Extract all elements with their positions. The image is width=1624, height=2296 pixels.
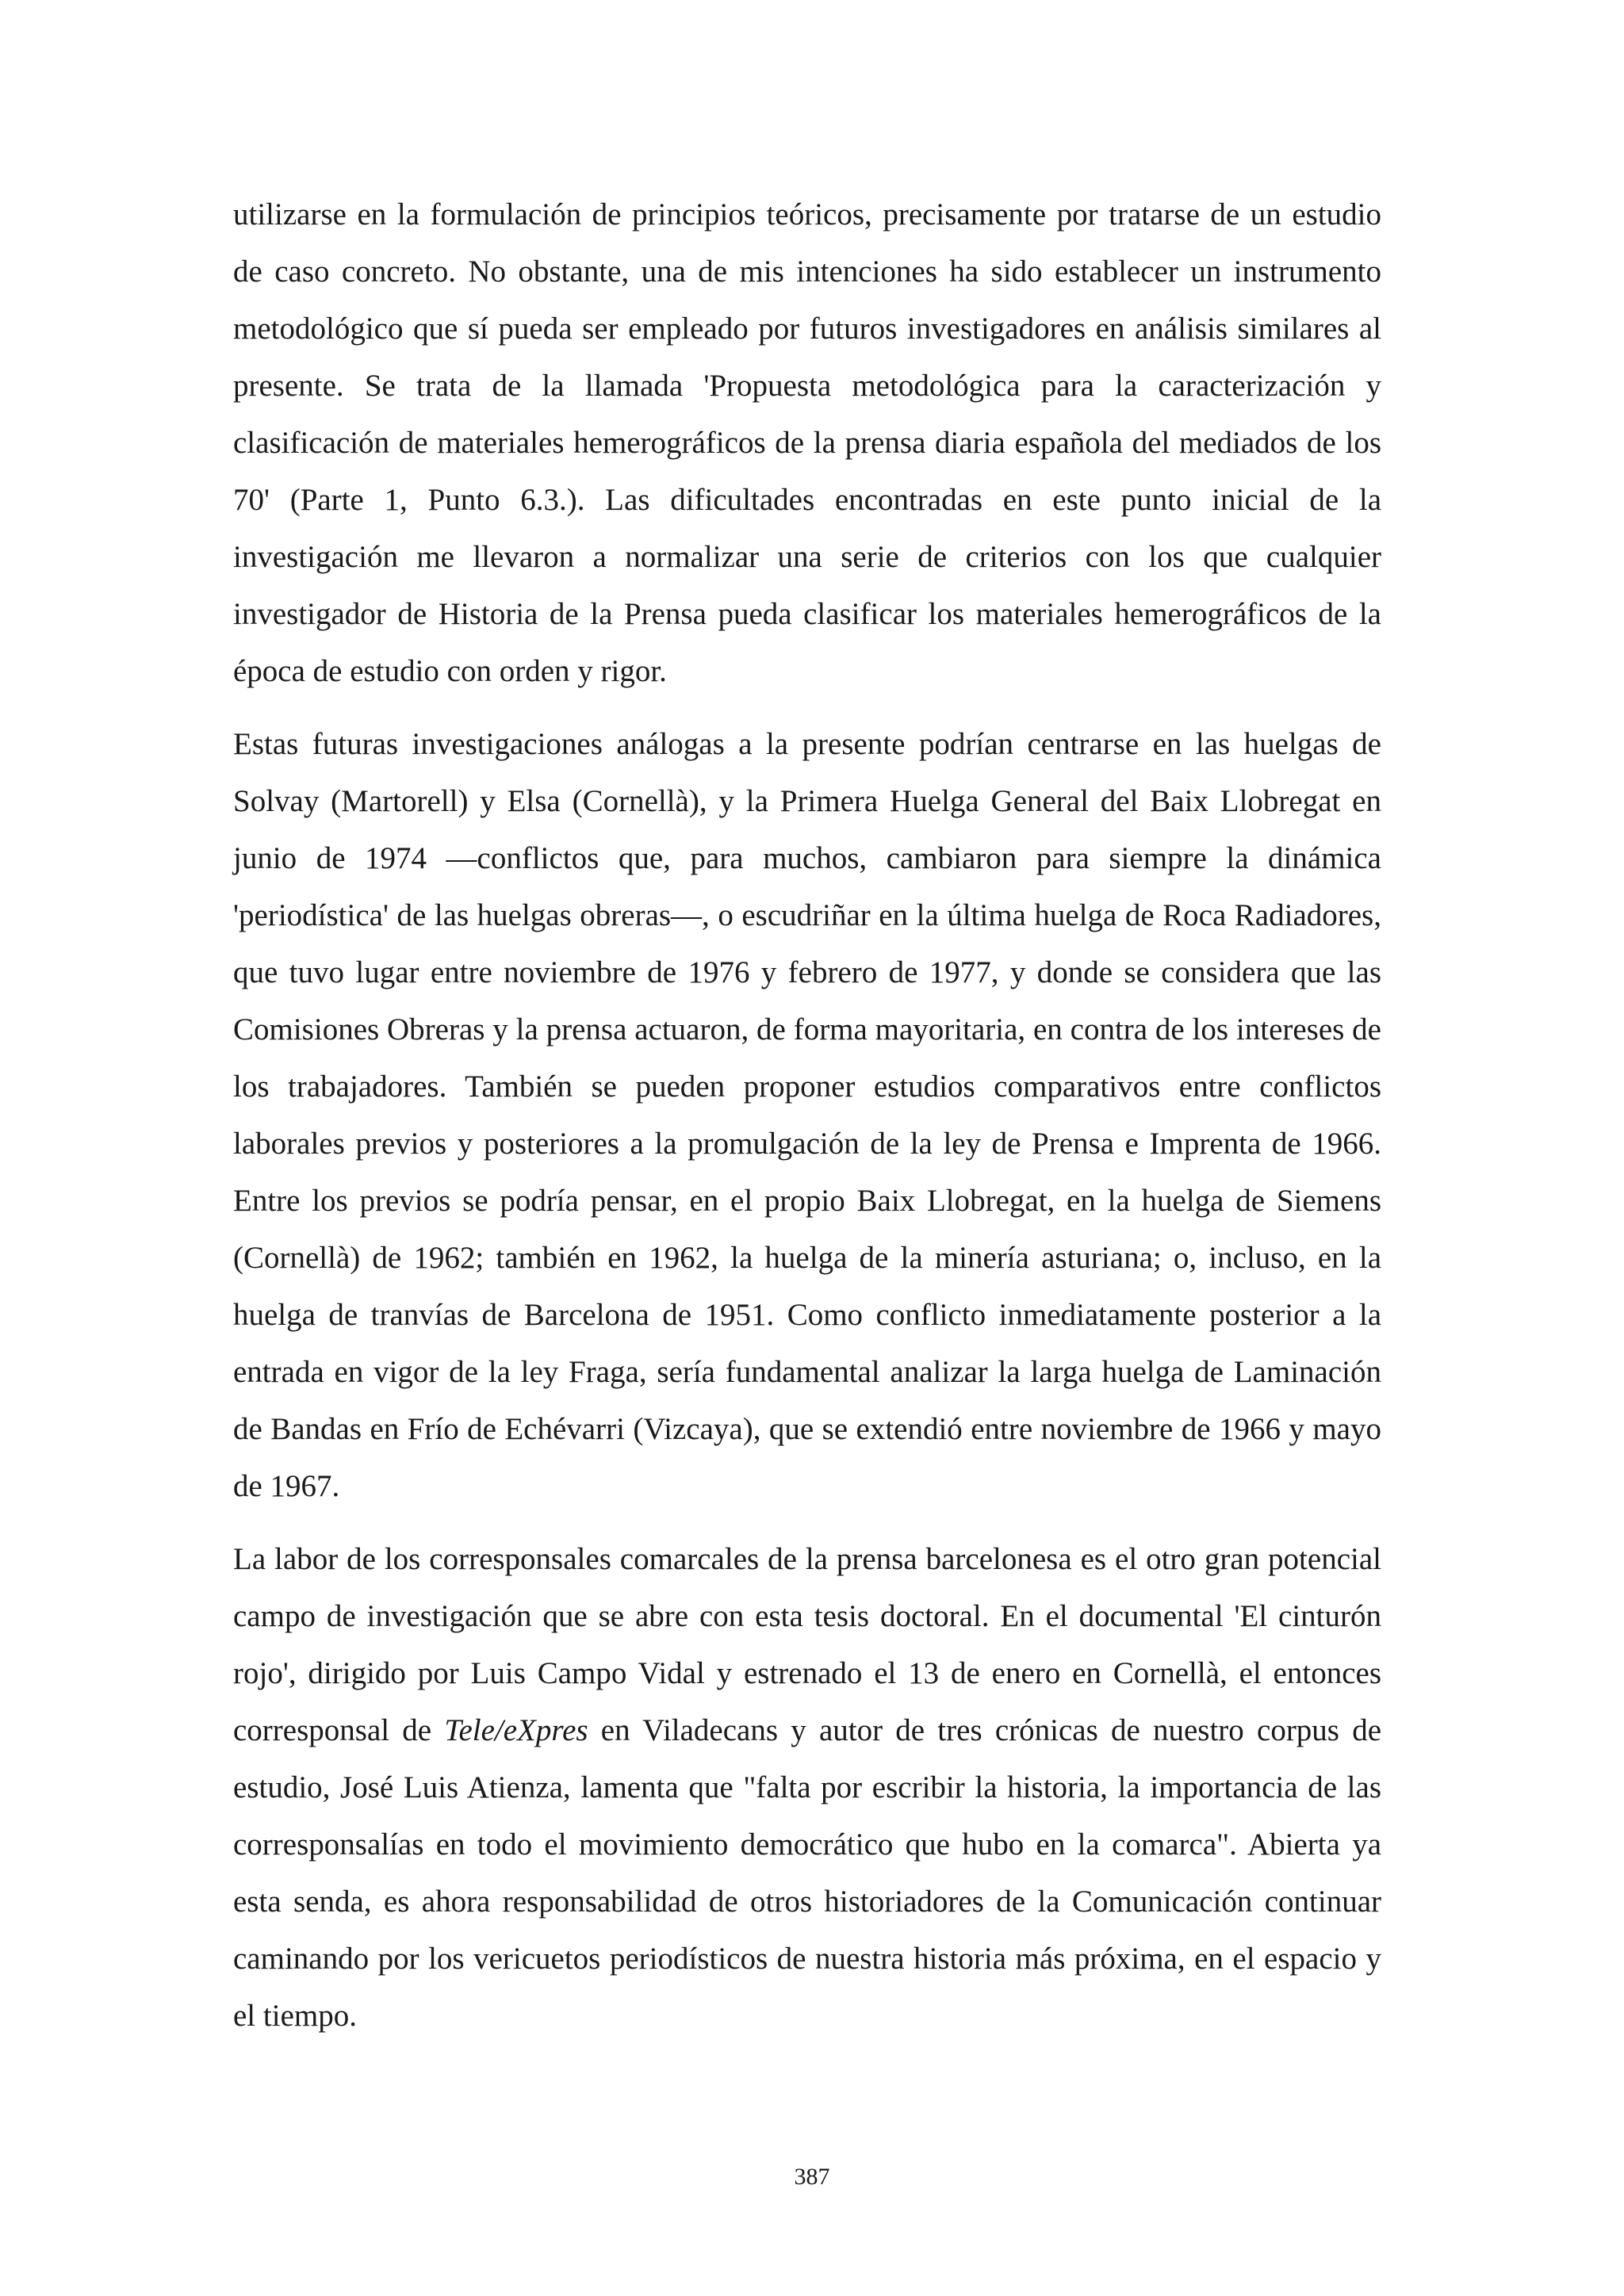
paragraph-methodology [233, 186, 1381, 700]
page-number: 387 [794, 2164, 830, 2190]
body-text [233, 186, 1381, 2061]
paragraph-text: utilizarse en la formulación de principios teóricos, precisamente por tratarse de un estudio de caso concreto. No obstante, una de mis intenciones ha sido establecer un instrumento metodológico que sí pueda ser empleado por futuros investigadores en análisis similares al presente. Se trata de la llamada 'Propuesta metodológica para la caracterización y clasificación de materiales hemerográficos de la prensa diaria española del mediados de los 70' (Parte 1, Punto 6.3.). Las dificultades encontradas en este punto inicial de la investigación me llevaron a normalizar una serie de criterios con los que cualquier investigador de Historia de la Prensa pueda clasificar los materiales hemerográficos de la época de estudio con orden y rigor. [233, 197, 1381, 688]
newspaper-title: Tele/eXpres [444, 1713, 588, 1747]
paragraph-text: Estas futuras investigaciones análogas a la presente podrían centrarse en las huelgas de Solvay (Martorell) y Elsa (Cornellà), y la Primera Huelga General del Baix Llobregat en junio de 1974 —conflictos que, para muchos, cambiaron para siempre la dinámica 'periodística' de las huelgas obreras—, o escudriñar en la última huelga de Roca Radiadores, que tuvo lugar entre noviembre de 1976 y febrero de 1977, y donde se considera que las Comisiones Obreras y la prensa actuaron, de forma mayoritaria, en contra de los intereses de los trabajadores. También se pueden proponer estudios comparativos entre conflictos laborales previos y posteriores a la promulgación de la ley de Prensa e Imprenta de 1966. Entre los previos se podría pensar, en el propio Baix Llobregat, en la huelga de Siemens (Cornellà) de 1962; también en 1962, la huelga de la minería asturiana; o, incluso, en la huelga de tranvías de Barcelona de 1951. Como conflicto inmediatamente posterior a la entrada en vigor de la ley Fraga, sería fundamental analizar la larga huelga de Laminación de Bandas en Frío de Echévarri (Vizcaya), que se extendió entre noviembre de 1966 y mayo de 1967. [233, 727, 1381, 1503]
paragraph-text: La labor de los corresponsales comarcales de la prensa barcelonesa es el otro gran potencial campo de investigación que se abre con esta tesis doctoral. En el documental 'El cinturón rojo', dirigido por Luis Campo Vidal y estrenado el 13 de enero en Cornellà, el entonces corresponsal de [233, 1542, 1381, 1747]
paragraph-future-research [233, 716, 1381, 1515]
paragraph-text: en Viladecans y autor de tres crónicas de nuestro corpus de estudio, José Luis Atienza, lamenta que "falta por escribir la historia, la importancia de las corresponsalías en todo el movimiento democrático que hubo en la comarca". Abierta ya esta senda, es ahora responsabilidad de otros historiadores de la Comunicación continuar caminando por los vericuetos periodísticos de nuestra historia más próxima, en el espacio y el tiempo. [233, 1713, 1381, 2033]
paragraph-correspondents [233, 1531, 1381, 2045]
